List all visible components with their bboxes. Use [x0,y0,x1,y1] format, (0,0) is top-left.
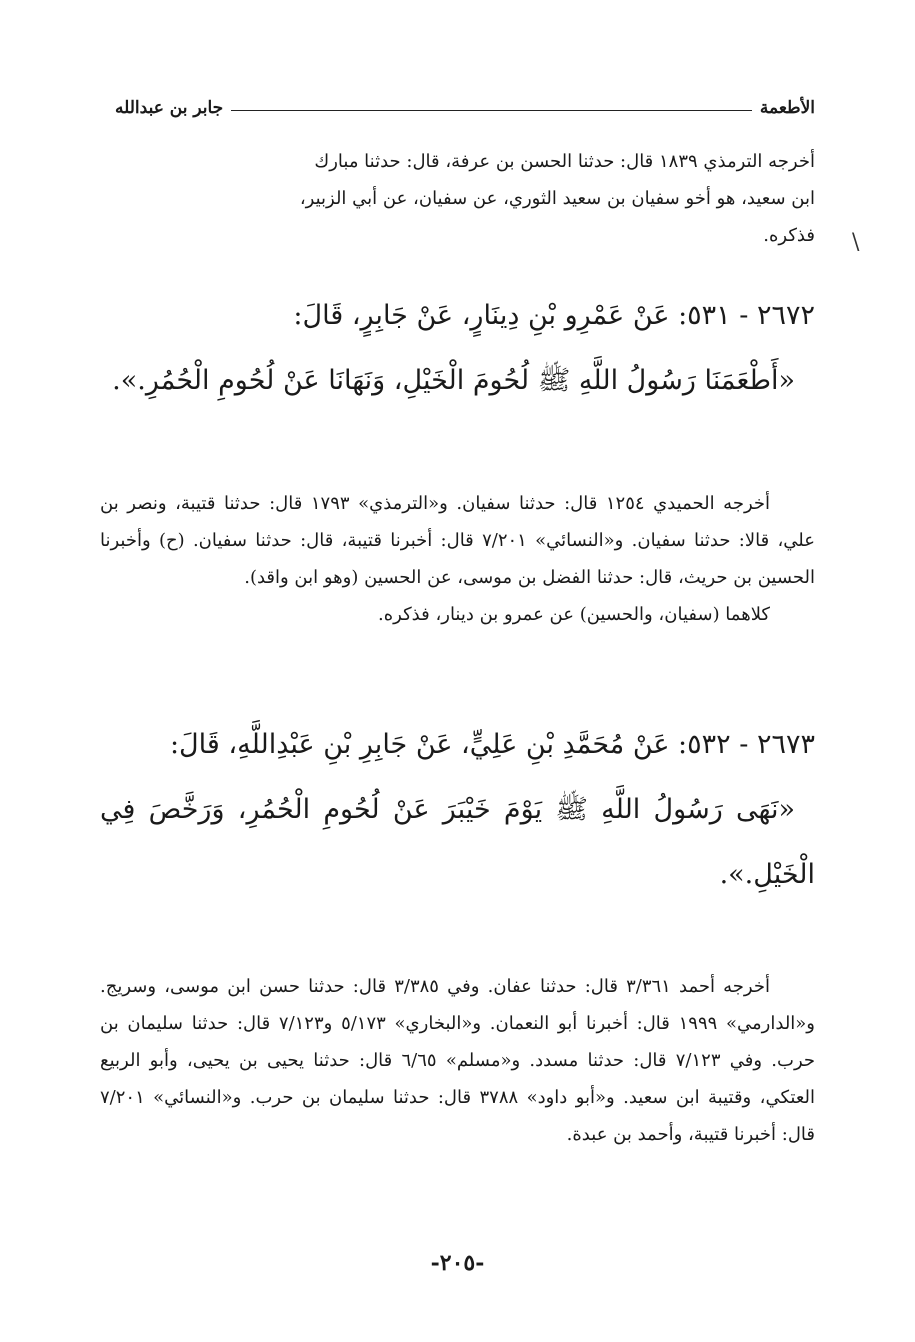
hadith-2673 [100,712,815,907]
takhrij-note-3 [100,968,815,1153]
note-paragraph: أخرجه أحمد ٣/٣٦١ قال: حدثنا عفان. وفي ٣/٣٨٥ قال: حدثنا حسن ابن موسى، وسريج. و«الدارمي» ١٩٩٩ قال: أخبرنا أبو النعمان. و«البخاري» ٥/١٧٣ و٧/١٢٣ قال: حدثنا سليمان بن حرب. وفي ٧/١٢٣ قال: حدثنا مسدد. و«مسلم» ٦/٦٥ قال: حدثنا يحيى بن يحيى، وأبو الربيع العتكي، وقتيبة ابن سعيد. و«أبو داود» ٣٧٨٨ قال: حدثنا سليمان بن حرب. و«النسائي» ٧/٢٠١ قال: أخبرنا قتيبة، وأحمد بن عبدة. [100,976,816,1145]
note-line: فذكره. [763,225,815,246]
page-number: -٢٠٥- [430,1250,485,1276]
running-head-rule [231,110,752,111]
note-paragraph: أخرجه الحميدي ١٢٥٤ قال: حدثنا سفيان. و«الترمذي» ١٧٩٣ قال: حدثنا قتيبة، ونصر بن علي، قالا: حدثنا سفيان. و«النسائي» ٧/٢٠١ قال: أخبرنا قتيبة، قال: حدثنا سفيان. (ح) وأخبرنا الحسين بن حريث، قال: حدثنا الفضل بن موسى، عن الحسين (وهو ابن واقد). [100,493,816,588]
running-head-chapter: الأطعمة [759,98,815,118]
hadith-2672 [100,283,815,413]
note-line: أخرجه الترمذي ١٨٣٩ قال: حدثنا الحسن بن عرفة، قال: حدثنا مبارك [314,151,815,172]
note-line: ابن سعيد، هو أخو سفيان بن سعيد الثوري، عن سفيان، عن أبي الزبير، [299,188,815,209]
margin-mark: \ [852,230,860,255]
hadith-isnad: ٢٦٧٢ - ٥٣١: عَنْ عَمْرِو بْنِ دِينَارٍ، عَنْ جَابِرٍ، قَالَ: [293,300,815,331]
running-head [115,88,815,118]
hadith-isnad: ٢٦٧٣ - ٥٣٢: عَنْ مُحَمَّدِ بْنِ عَلِيٍّ، عَنْ جَابِرِ بْنِ عَبْدِاللَّهِ، قَالَ: [169,729,815,760]
note-paragraph: كلاهما (سفيان، والحسين) عن عمرو بن دينار، فذكره. [378,604,770,625]
hadith-matn: «نَهَى رَسُولُ اللَّهِ ﷺ يَوْمَ خَيْبَرَ عَنْ لُحُومِ الْحُمُرِ، وَرَخَّصَ فِي الْخَيْلِ.». [100,794,815,890]
hadith-matn: «أَطْعَمَنَا رَسُولُ اللَّهِ ﷺ لُحُومَ الْخَيْلِ، وَنَهَانَا عَنْ لُحُومِ الْحُمُرِ.». [112,365,795,396]
takhrij-note-1 [100,143,815,254]
takhrij-note-2 [100,485,815,633]
running-head-companion: جابر بن عبدالله [115,98,224,118]
